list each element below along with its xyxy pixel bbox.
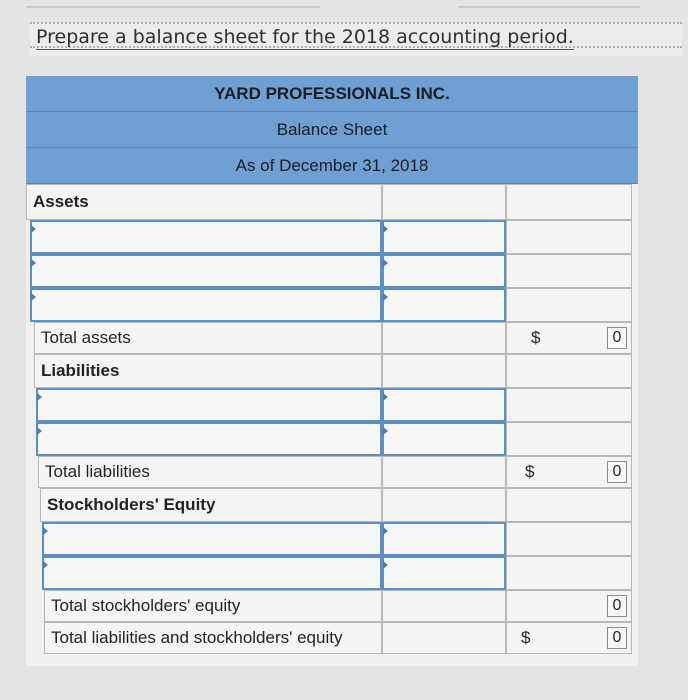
equity-amount-input[interactable] bbox=[382, 522, 506, 556]
dollar-sign: $ bbox=[521, 628, 531, 647]
dollar-sign: $ bbox=[525, 462, 535, 481]
asset-name-input[interactable] bbox=[30, 220, 382, 254]
divider-right bbox=[458, 6, 640, 8]
total-equity-value: 0 bbox=[607, 595, 627, 617]
total-liabilities-label: Total liabilities bbox=[38, 456, 382, 488]
total-equity-label: Total stockholders' equity bbox=[44, 590, 382, 622]
total-liab-equity-label: Total liabilities and stockholders' equity bbox=[44, 622, 382, 654]
asset-row bbox=[26, 254, 638, 288]
assets-total-blank bbox=[506, 184, 632, 220]
company-name: YARD PROFESSIONALS INC. bbox=[214, 83, 450, 103]
equity-name-input[interactable] bbox=[42, 556, 382, 590]
divider-left bbox=[26, 6, 320, 8]
asset-total-blank bbox=[506, 288, 632, 322]
equity-name-input[interactable] bbox=[42, 522, 382, 556]
assets-amount-blank bbox=[382, 184, 506, 220]
dollar-sign: $ bbox=[531, 328, 541, 347]
total-assets-label: Total assets bbox=[34, 322, 382, 354]
liability-name-input[interactable] bbox=[36, 388, 382, 422]
equity-total-blank bbox=[506, 522, 632, 556]
total-liab-equity-value: 0 bbox=[607, 627, 627, 649]
total-equity-blank bbox=[382, 590, 506, 622]
assets-heading-row bbox=[26, 184, 638, 220]
liability-amount-input[interactable] bbox=[382, 422, 506, 456]
company-name-row bbox=[26, 76, 638, 112]
total-assets-row bbox=[26, 322, 638, 354]
asset-row bbox=[26, 288, 638, 322]
total-assets-cell bbox=[506, 322, 632, 354]
statement-title: Balance Sheet bbox=[276, 119, 388, 139]
total-equity-cell bbox=[506, 590, 632, 622]
total-liab-equity-row bbox=[26, 622, 638, 654]
asset-name-input[interactable] bbox=[30, 254, 382, 288]
statement-title-row bbox=[26, 112, 638, 148]
asset-total-blank bbox=[506, 220, 632, 254]
asset-amount-input[interactable] bbox=[382, 288, 506, 322]
total-liab-equity-cell bbox=[506, 622, 632, 654]
liabilities-heading-row bbox=[26, 354, 638, 388]
balance-sheet bbox=[26, 76, 638, 666]
total-liabilities-row bbox=[26, 456, 638, 488]
equity-amount-input[interactable] bbox=[382, 556, 506, 590]
liability-amount-input[interactable] bbox=[382, 388, 506, 422]
total-liabilities-blank bbox=[382, 456, 506, 488]
asset-amount-input[interactable] bbox=[382, 254, 506, 288]
dotted-border-top bbox=[30, 22, 682, 24]
total-liabilities-cell bbox=[506, 456, 632, 488]
statement-date-row bbox=[26, 148, 638, 184]
equity-row bbox=[26, 522, 638, 556]
assets-label: Assets bbox=[26, 184, 382, 220]
asset-name-input[interactable] bbox=[30, 288, 382, 322]
total-assets-blank bbox=[382, 322, 506, 354]
liability-row bbox=[26, 388, 638, 422]
asset-total-blank bbox=[506, 254, 632, 288]
equity-total-blank bbox=[506, 488, 632, 522]
statement-date: As of December 31, 2018 bbox=[235, 155, 429, 175]
liability-row bbox=[26, 422, 638, 456]
equity-heading-row bbox=[26, 488, 638, 522]
liability-total-blank bbox=[506, 388, 632, 422]
liabilities-total-blank bbox=[506, 354, 632, 388]
total-equity-row bbox=[26, 590, 638, 622]
equity-label: Stockholders' Equity bbox=[40, 488, 382, 522]
instruction-text: Prepare a balance sheet for the 2018 accounting period. bbox=[36, 26, 574, 48]
liability-total-blank bbox=[506, 422, 632, 456]
liabilities-label: Liabilities bbox=[34, 354, 382, 388]
asset-amount-input[interactable] bbox=[382, 220, 506, 254]
equity-row bbox=[26, 556, 638, 590]
asset-row bbox=[26, 220, 638, 254]
equity-amount-blank bbox=[382, 488, 506, 522]
total-liab-equity-blank bbox=[382, 622, 506, 654]
liabilities-amount-blank bbox=[382, 354, 506, 388]
total-assets-value: 0 bbox=[607, 327, 627, 349]
liability-name-input[interactable] bbox=[36, 422, 382, 456]
equity-total-blank bbox=[506, 556, 632, 590]
instruction-banner bbox=[30, 22, 682, 56]
total-liabilities-value: 0 bbox=[607, 461, 627, 483]
